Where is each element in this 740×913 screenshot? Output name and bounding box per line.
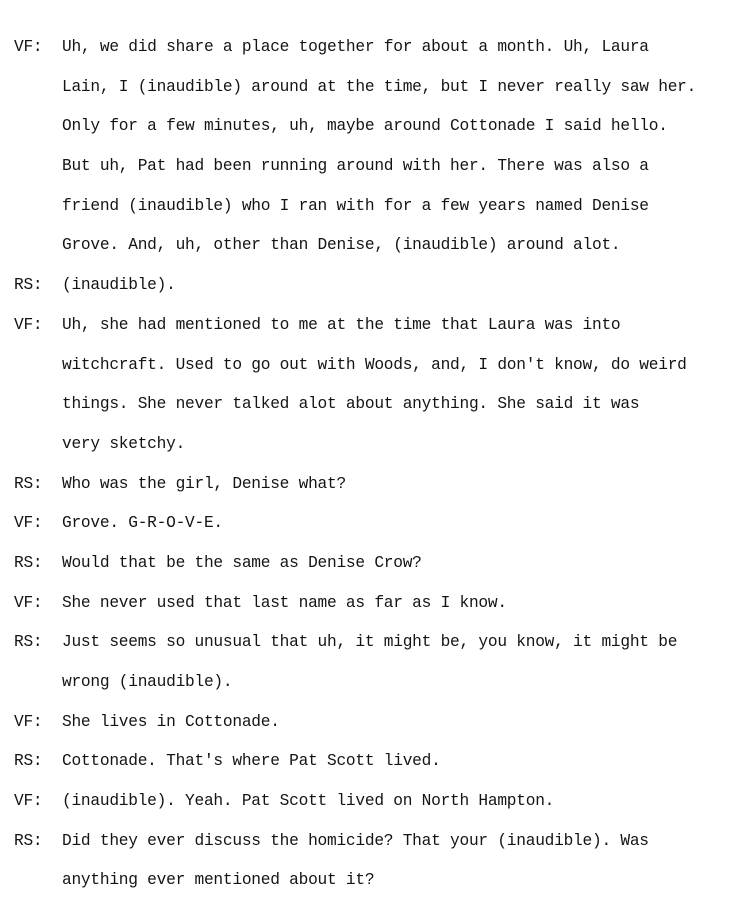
transcript-line: Would that be the same as Denise Crow? <box>62 553 422 572</box>
transcript-line: She lives in Cottonade. <box>62 712 280 731</box>
transcript-line: (inaudible). Yeah. Pat Scott lived on North Hampton. <box>62 792 555 811</box>
speaker-label: RS: <box>14 831 43 850</box>
transcript-line: But uh, Pat had been running around with her. There was also a <box>62 157 649 176</box>
transcript-entry <box>0 782 740 822</box>
transcript-line: Uh, we did share a place together for about a month. Uh, Laura <box>62 38 649 56</box>
speaker-label: VF: <box>14 712 43 731</box>
transcript-entry <box>0 504 740 544</box>
transcript-line: Grove. And, uh, other than Denise, (inaudible) around alot. <box>62 236 621 255</box>
transcript-entry <box>0 465 740 505</box>
transcript-entry <box>0 742 740 782</box>
speaker-label: VF: <box>14 514 43 533</box>
speaker-label: VF: <box>14 792 43 811</box>
speaker-label: VF: <box>14 593 43 612</box>
transcript-line: friend (inaudible) who I ran with for a few years named Denise <box>62 196 649 215</box>
transcript-line: (inaudible). <box>62 276 176 295</box>
transcript-entry <box>0 584 740 624</box>
transcript-entry <box>0 306 740 465</box>
transcript-line: Only for a few minutes, uh, maybe around Cottonade I said hello. <box>62 117 668 136</box>
transcript-entry <box>0 822 740 901</box>
transcript-line: anything ever mentioned about it? <box>62 871 375 890</box>
transcript-entry <box>0 28 740 266</box>
transcript-line: wrong (inaudible). <box>62 673 233 691</box>
transcript-line: Did they ever discuss the homicide? That your (inaudible). Was <box>62 831 649 850</box>
transcript-entry <box>0 623 740 702</box>
transcript-line: Cottonade. That's where Pat Scott lived. <box>62 752 441 771</box>
speaker-label: RS: <box>14 752 43 771</box>
transcript-line: Uh, she had mentioned to me at the time that Laura was into <box>62 315 621 334</box>
transcript-line: Grove. G-R-O-V-E. <box>62 514 223 533</box>
speaker-label: RS: <box>14 633 43 652</box>
transcript-body <box>0 28 740 901</box>
transcript-line: Just seems so unusual that uh, it might be, you know, it might be <box>62 633 678 652</box>
transcript-line: things. She never talked alot about anything. She said it was <box>62 395 640 414</box>
transcript-entry <box>0 703 740 743</box>
transcript-line: She never used that last name as far as I know. <box>62 593 507 612</box>
speaker-label: RS: <box>14 276 43 295</box>
speaker-label: VF: <box>14 38 43 56</box>
transcript-line: witchcraft. Used to go out with Woods, and, I don't know, do weird <box>62 355 687 374</box>
speaker-label: RS: <box>14 553 43 572</box>
speaker-label: VF: <box>14 315 43 334</box>
transcript-line: very sketchy. <box>62 434 186 453</box>
speaker-label: RS: <box>14 474 43 493</box>
transcript-line: Lain, I (inaudible) around at the time, but I never really saw her. <box>62 77 697 96</box>
transcript-entry <box>0 266 740 306</box>
transcript-line: Who was the girl, Denise what? <box>62 474 346 493</box>
transcript-entry <box>0 544 740 584</box>
